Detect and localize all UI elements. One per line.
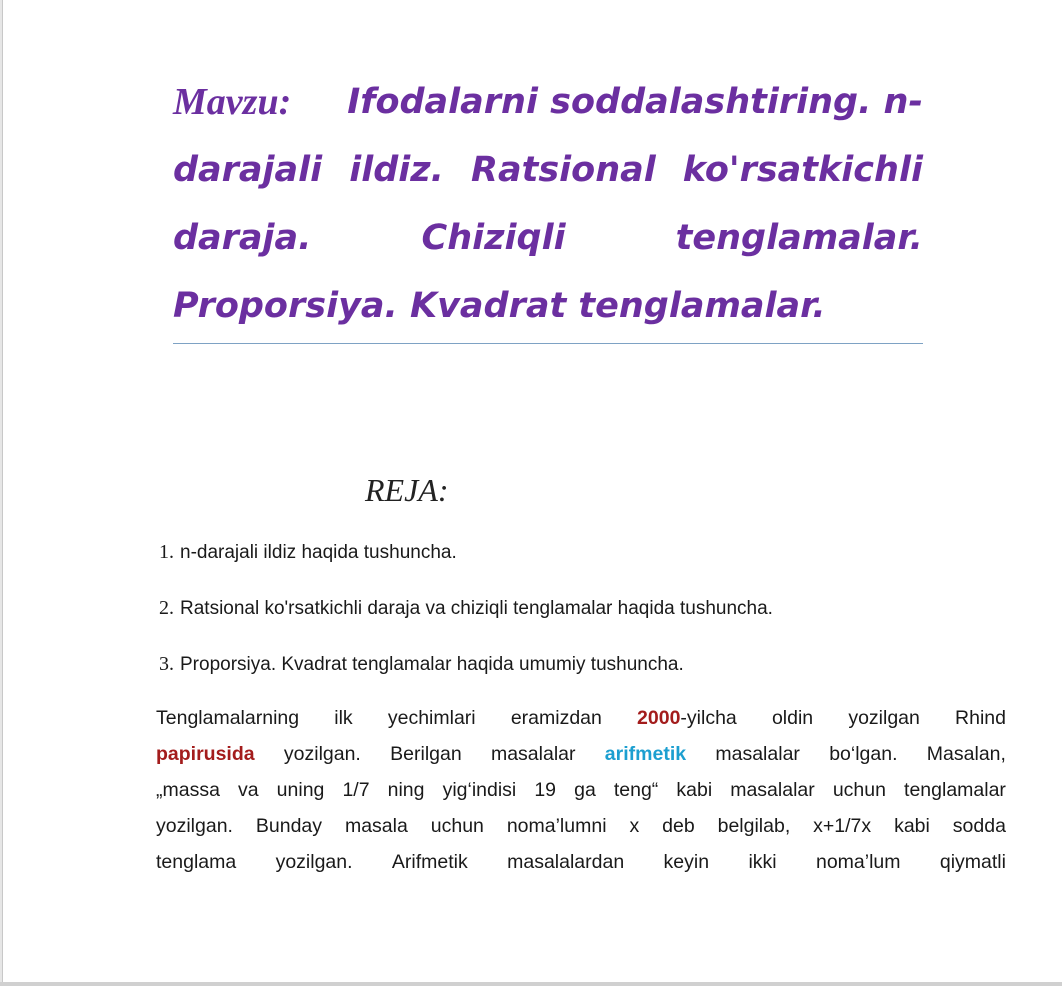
plan-item-number: 3.	[159, 653, 174, 675]
year-highlight: 2000	[637, 707, 681, 729]
word: belgilab,	[717, 815, 791, 837]
word: keyin	[663, 851, 710, 873]
plan-item	[159, 594, 1019, 622]
word: x	[629, 815, 640, 837]
body-paragraph	[156, 700, 1006, 880]
word: masala	[344, 815, 408, 837]
title-line-1	[173, 68, 923, 136]
word: uning	[276, 779, 325, 801]
title-line-4: Proporsiya. Kvadrat tenglamalar.	[173, 286, 826, 326]
arifmetik-highlight: arifmetik	[604, 743, 687, 765]
word: teng“	[613, 779, 659, 801]
word: yig‘indisi	[442, 779, 517, 801]
title-text: Ifodalarni soddalashtiring. n-	[347, 82, 923, 122]
document-page	[2, 0, 1062, 982]
word: noma’lumni	[506, 815, 607, 837]
word: va	[238, 779, 259, 801]
highlighted-year	[637, 700, 737, 736]
word: uchun	[430, 815, 484, 837]
title-word: tenglamalar.	[675, 218, 923, 258]
word: ilk	[334, 707, 353, 729]
word: Bunday	[255, 815, 323, 837]
title-prefix: Mavzu:	[173, 81, 292, 123]
word: Tenglamalarning	[156, 707, 300, 729]
title-word: darajali	[173, 150, 323, 190]
title-word: ildiz.	[349, 150, 444, 190]
word: qiymatli	[939, 851, 1006, 873]
plan-item	[159, 538, 1019, 566]
page-bottom-edge	[0, 982, 1062, 986]
word: yozilgan.	[156, 815, 233, 837]
title-word: ko'rsatkichli	[682, 150, 923, 190]
paragraph-line-3	[156, 772, 1006, 808]
title-divider	[173, 343, 923, 344]
title-line-3	[173, 204, 923, 272]
word: yozilgan.	[283, 743, 361, 765]
word: masalalardan	[507, 851, 625, 873]
word: 19	[534, 779, 557, 801]
plan-item-number: 2.	[159, 597, 174, 619]
title-word: daraja.	[173, 218, 312, 258]
word: masalalar	[490, 743, 576, 765]
word: Arifmetik	[391, 851, 468, 873]
word: ga	[574, 779, 596, 801]
word: eramizdan	[510, 707, 602, 729]
word: ning	[387, 779, 425, 801]
plan-heading: REJA:	[365, 472, 449, 508]
paragraph-line-2	[156, 736, 1006, 772]
paragraph-line-4	[156, 808, 1006, 844]
title-line-2	[173, 136, 923, 204]
word: yozilgan.	[275, 851, 353, 873]
word: masalalar	[715, 743, 800, 765]
document-title	[173, 68, 923, 340]
word: 1/7	[342, 779, 370, 801]
word: kabi	[676, 779, 713, 801]
word: „massa	[156, 779, 220, 801]
plan-item-text: n-darajali ildiz haqida tushuncha.	[180, 542, 457, 563]
word: noma’lum	[815, 851, 901, 873]
year-suffix: -yilcha	[680, 707, 737, 729]
plan-item-text: Ratsional ko'rsatkichli daraja va chiziqli tenglamalar haqida tushuncha.	[180, 598, 773, 619]
word: Berilgan	[390, 743, 462, 765]
word: sodda	[952, 815, 1006, 837]
word: oldin	[771, 707, 814, 729]
paragraph-line-5	[156, 844, 1006, 880]
word: x+1/7x	[813, 815, 872, 837]
plan-item-number: 1.	[159, 541, 174, 563]
word: Masalan,	[926, 743, 1006, 765]
word: bo‘lgan.	[829, 743, 898, 765]
word: deb	[662, 815, 695, 837]
word: ikki	[748, 851, 777, 873]
papirus-highlight: papirusida	[156, 743, 255, 765]
word: uchun	[832, 779, 886, 801]
word: yozilgan	[848, 707, 920, 729]
word: tenglamalar	[904, 779, 1006, 801]
word: tenglama	[156, 851, 237, 873]
paragraph-line-1	[156, 700, 1006, 736]
title-word: Ratsional	[471, 150, 656, 190]
title-word: Chiziqli	[421, 218, 566, 258]
word: masalalar	[730, 779, 815, 801]
plan-item	[159, 650, 1019, 678]
word: Rhind	[955, 707, 1006, 729]
word: kabi	[894, 815, 930, 837]
plan-list	[159, 538, 1019, 706]
word: yechimlari	[387, 707, 476, 729]
plan-item-text: Proporsiya. Kvadrat tenglamalar haqida umumiy tushuncha.	[180, 654, 684, 675]
